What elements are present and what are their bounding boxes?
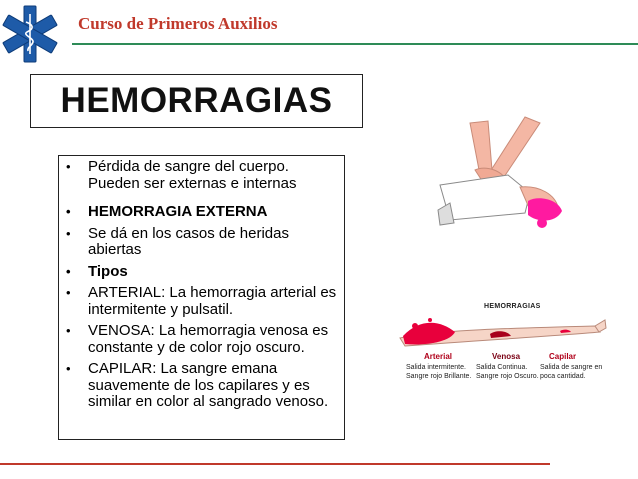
diagram-desc-arterial: Salida intermitente. Sangre rojo Brillante. (406, 364, 472, 380)
diagram-label-capilar: Capilar (549, 352, 577, 361)
diagram-desc-venosa: Salida Continua. Sangre rojo Oscuro. (476, 364, 539, 380)
bullet-item (65, 264, 338, 281)
bullet-icon: • (66, 263, 71, 279)
bullet-icon: • (66, 204, 71, 219)
content-box (58, 155, 345, 440)
footer-divider (0, 463, 550, 465)
star-of-life-icon (2, 4, 58, 64)
bullet-item (65, 361, 338, 411)
slide-title-box (30, 74, 363, 128)
bullet-icon: • (66, 323, 71, 338)
bullet-item (65, 204, 338, 221)
header-divider (72, 43, 638, 45)
bullet-text: ARTERIAL: La hemorragia arterial es intermitente y pulsatil. (88, 284, 337, 318)
bullet-list (65, 159, 338, 411)
diagram-title: HEMORRAGIAS (484, 303, 541, 310)
bullet-icon: • (66, 361, 71, 376)
bullet-text: VENOSA: La hemorragia venosa es constante y de color rojo oscuro. (88, 322, 329, 356)
diagram-label-arterial: Arterial (424, 352, 453, 361)
slide-title: HEMORRAGIAS (60, 81, 333, 120)
bullet-text: Tipos (88, 262, 128, 280)
diagram-desc-capilar: Salida de sangre en poca cantidad. (540, 364, 603, 380)
course-title: Curso de Primeros Auxilios (78, 14, 278, 33)
bullet-icon: • (66, 159, 71, 174)
bullet-item (65, 285, 338, 318)
bullet-text: Pérdida de sangre del cuerpo. Pueden ser externas e internas (88, 158, 297, 192)
bullet-icon: • (66, 285, 71, 300)
bullet-item (65, 159, 338, 192)
bullet-text: Se dá en los casos de heridas abiertas (88, 224, 289, 258)
bullet-icon: • (66, 225, 71, 241)
diagram-label-venosa: Venosa (492, 352, 521, 361)
bullet-item (65, 323, 338, 356)
bullet-item (65, 226, 338, 259)
bullet-text: CAPILAR: La sangre emana suavemente de los capilares y es similar en color al sangrado venoso. (88, 360, 329, 410)
pressure-illustration (430, 115, 570, 235)
bullet-text: HEMORRAGIA EXTERNA (88, 203, 268, 220)
